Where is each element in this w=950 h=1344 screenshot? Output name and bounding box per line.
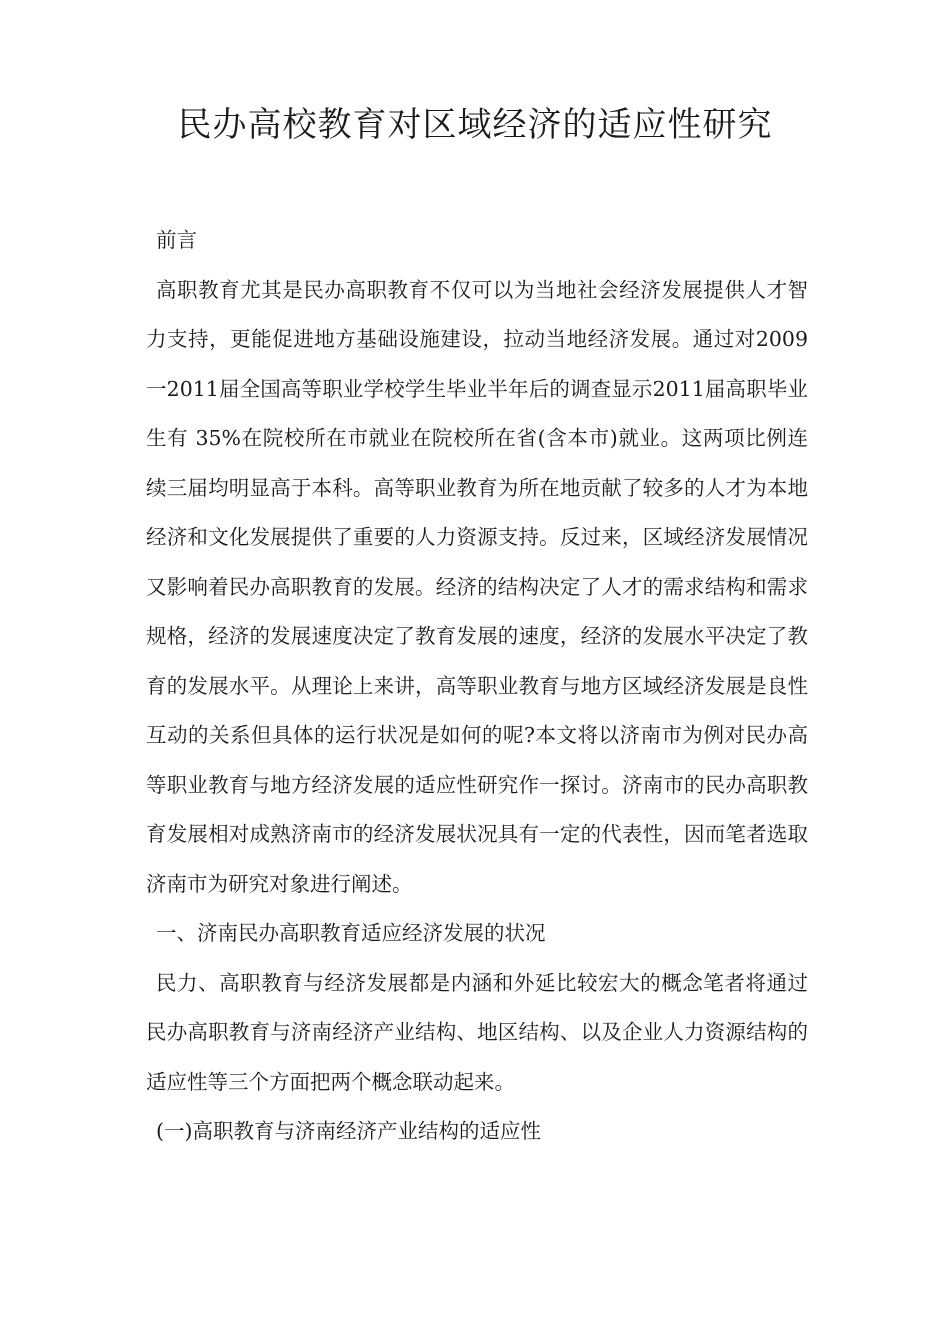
paragraph-preface: 高职教育尤其是民办高职教育不仅可以为当地社会经济发展提供人才智力支持，更能促进地方基础设施建设，拉动当地经济发展。通过对2009一2011届全国高等职业学校学生毕业半年后的调查显示2011届高职毕业生有 35%在院校所在市就业在院校所在省(含本市)就业。这两项比例连续三届均明显高于本科。高等职业教育为所在地贡献了较多的人才为本地经济和文化发展提供了重要的人力资源支持。反过来，区域经济发展情况又影响着民办高职教育的发展。经济的结构决定了人才的需求结构和需求规格，经济的发展速度决定了教育发展的速度，经济的发展水平决定了教育的发展水平。从理论上来讲，高等职业教育与地方区域经济发展是良性互动的关系但具体的运行状况是如何的呢?本文将以济南市为例对民办高等职业教育与地方经济发展的适应性研究作一探讨。济南市的民办高职教育发展相对成熟济南市的经济发展状况具有一定的代表性，因而笔者选取济南市为研究对象进行阐述。 — [146, 277, 808, 896]
section-heading-1: 一、济南民办高职教育适应经济发展的状况 — [156, 921, 546, 945]
paragraph-section-1: 民力、高职教育与经济发展都是内涵和外延比较宏大的概念笔者将通过民办高职教育与济南经济产业结构、地区结构、以及企业人力资源结构的适应性等三个方面把两个概念联动起来。 — [146, 970, 808, 1094]
document-title: 民办高校教育对区域经济的适应性研究 — [177, 105, 773, 145]
section-heading-preface: 前言 — [156, 228, 197, 252]
subsection-heading-1-1: (一)高职教育与济南经济产业结构的适应性 — [156, 1119, 541, 1143]
document-body — [146, 216, 808, 1157]
